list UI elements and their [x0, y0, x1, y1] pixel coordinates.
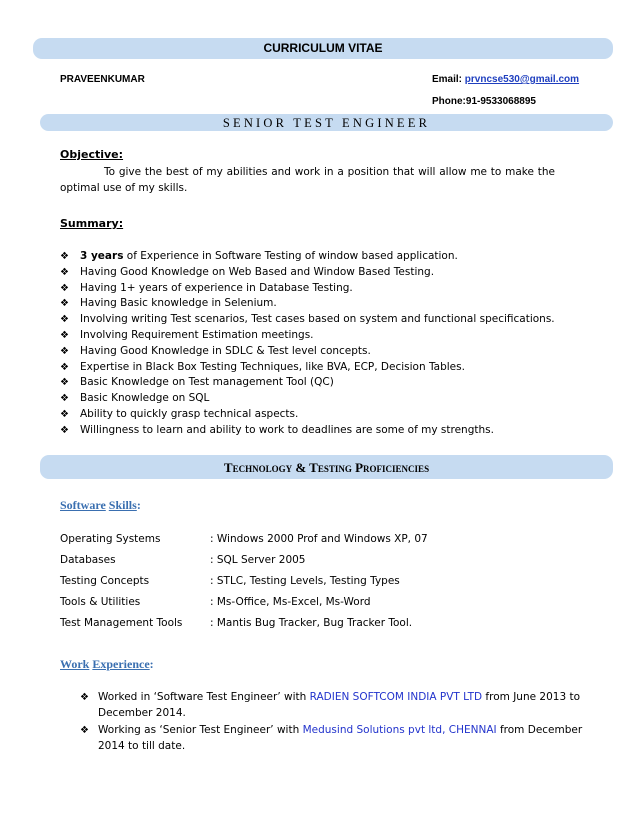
list-item	[60, 391, 620, 407]
list-item-text: of Experience in Software Testing of window based application.	[123, 250, 458, 262]
summary-heading: Summary:	[60, 217, 124, 230]
candidate-name: PRAVEENKUMAR	[60, 74, 145, 85]
tech-heading: Technology & Testing Proficiencies	[223, 460, 430, 475]
diamond-bullet-icon: ❖	[60, 282, 69, 294]
list-item	[60, 328, 620, 344]
skill-label: Databases	[60, 554, 116, 566]
list-item-text: Willingness to learn and ability to work to deadlines are some of my strengths.	[80, 423, 494, 436]
experience-role: Working as ‘Senior Test Engineer’ with	[98, 724, 303, 736]
diamond-bullet-icon: ❖	[60, 266, 69, 278]
list-item	[60, 423, 620, 439]
list-item	[60, 265, 620, 281]
software-skills-heading-a: Software	[60, 498, 106, 512]
list-item	[60, 344, 620, 360]
diamond-bullet-icon: ❖	[60, 361, 69, 373]
diamond-bullet-icon: ❖	[80, 692, 89, 703]
software-skills-heading-b: Skills	[108, 498, 137, 512]
list-item	[60, 360, 620, 376]
heading-colon: :	[136, 498, 141, 512]
diamond-bullet-icon: ❖	[60, 298, 69, 310]
cv-title: CURRICULUM VITAE	[263, 41, 383, 55]
phone-line	[432, 96, 536, 107]
skill-value: : Mantis Bug Tracker, Bug Tracker Tool.	[210, 617, 413, 629]
experience-period: from December 2014 to till date.	[98, 724, 583, 752]
objective-text: To give the best of my abilities and work in a position that will allow me to make the optimal use of my skills.	[60, 166, 555, 194]
role-title: SENIOR TEST ENGINEER	[222, 116, 431, 130]
list-item	[60, 296, 620, 312]
skill-value: : Ms-Office, Ms-Excel, Ms-Word	[210, 596, 371, 608]
diamond-bullet-icon: ❖	[60, 329, 69, 341]
list-item-text: Involving Requirement Estimation meetings.	[80, 328, 314, 341]
experience-role: Worked in ‘Software Test Engineer’ with	[98, 691, 310, 703]
skill-label: Testing Concepts	[60, 575, 150, 587]
experience-text	[98, 690, 588, 721]
list-item-text: Having 1+ years of experience in Database Testing.	[80, 281, 353, 294]
skill-label: Operating Systems	[60, 533, 161, 545]
summary-list	[60, 249, 620, 439]
experience-years: 3 years	[80, 250, 124, 262]
list-item	[60, 312, 620, 328]
email-label: Email:	[432, 74, 463, 85]
list-item-text: Basic Knowledge on Test management Tool (QC)	[80, 376, 334, 389]
list-item	[60, 249, 620, 265]
software-skills-heading	[60, 498, 141, 513]
skill-value: : Windows 2000 Prof and Windows XP, 07	[210, 533, 428, 545]
list-item-text: Having Good Knowledge in SDLC & Test level concepts.	[80, 344, 371, 357]
list-item-text: Having Basic knowledge in Selenium.	[80, 297, 277, 310]
diamond-bullet-icon: ❖	[60, 424, 69, 436]
list-item-text: Expertise in Black Box Testing Techniques, like BVA, ECP, Decision Tables.	[80, 360, 465, 373]
experience-text	[98, 723, 588, 754]
list-item	[60, 281, 620, 297]
heading-colon: :	[149, 657, 154, 671]
objective-heading: Objective:	[60, 148, 124, 161]
work-heading-a: Work	[60, 657, 90, 671]
email-line	[432, 74, 579, 85]
company-name: RADIEN SOFTCOM INDIA PVT LTD	[309, 691, 483, 703]
phone-label: Phone:	[432, 96, 466, 107]
email-link[interactable]: prvncse530@gmail.com	[464, 74, 580, 85]
skill-label: Test Management Tools	[60, 617, 183, 629]
skill-value: : SQL Server 2005	[210, 554, 306, 566]
list-item	[60, 407, 620, 423]
diamond-bullet-icon: ❖	[60, 377, 69, 389]
diamond-bullet-icon: ❖	[60, 393, 69, 405]
list-item-text: Involving writing Test scenarios, Test cases based on system and functional specifications.	[80, 313, 555, 326]
diamond-bullet-icon: ❖	[60, 251, 69, 262]
list-item-text: Ability to quickly grasp technical aspects.	[80, 407, 299, 420]
diamond-bullet-icon: ❖	[80, 725, 89, 736]
experience-item	[80, 690, 600, 722]
experience-period: from June 2013 to December 2014.	[98, 691, 581, 719]
work-heading-b: Experience	[92, 657, 150, 671]
list-item	[60, 375, 620, 391]
diamond-bullet-icon: ❖	[60, 345, 69, 357]
skill-value: : STLC, Testing Levels, Testing Types	[210, 575, 400, 587]
phone-number: 91-9533068895	[465, 96, 536, 107]
skill-label: Tools & Utilities	[60, 596, 141, 608]
diamond-bullet-icon: ❖	[60, 314, 69, 326]
list-item-text: Basic Knowledge on SQL	[80, 392, 210, 405]
list-item-text: Having Good Knowledge on Web Based and Window Based Testing.	[80, 265, 435, 278]
company-name: Medusind Solutions pvt ltd, CHENNAI	[302, 724, 497, 736]
work-experience-heading	[60, 657, 154, 672]
experience-item	[80, 723, 600, 755]
diamond-bullet-icon: ❖	[60, 408, 69, 420]
